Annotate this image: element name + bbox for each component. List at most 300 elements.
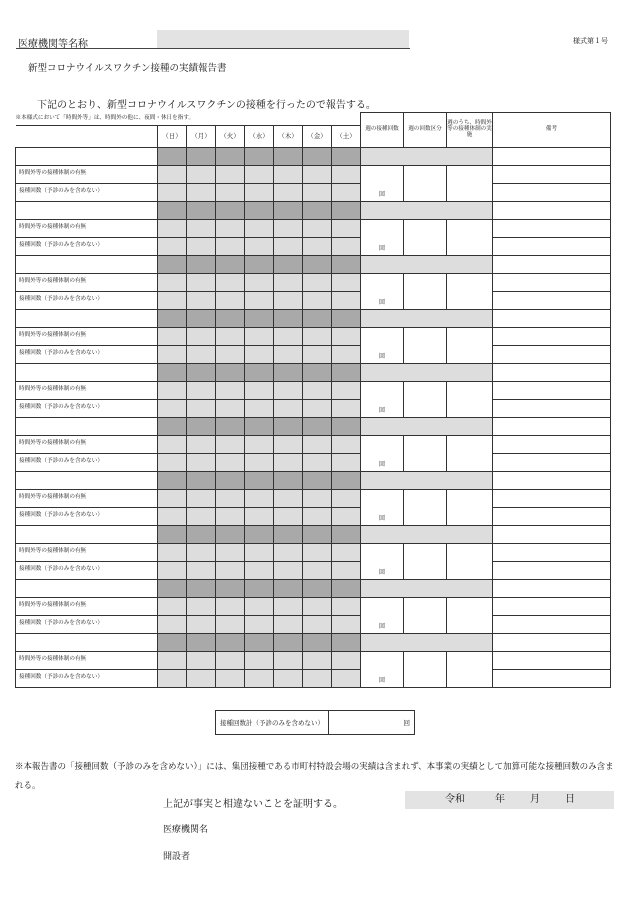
date-cell[interactable] [216,471,245,489]
date-cell[interactable] [245,309,274,327]
after-hours-row [16,489,611,507]
after-hours-cell[interactable] [245,381,274,399]
count-cell[interactable] [303,345,332,363]
date-cell[interactable] [216,525,245,543]
week-label-cell [16,255,158,273]
count-cell[interactable] [187,183,216,201]
after-hours-flag-cell[interactable] [447,543,493,579]
date-cell[interactable] [303,363,332,381]
date-cell[interactable] [332,147,361,165]
remarks-cell[interactable] [493,579,611,597]
count-cell[interactable] [303,615,332,633]
after-hours-cell[interactable] [303,435,332,453]
after-hours-cell[interactable] [274,273,303,291]
day-sunday: （日） [158,125,187,147]
after-hours-flag-cell[interactable] [447,165,493,201]
after-hours-cell[interactable] [216,489,245,507]
remarks-cell[interactable] [493,309,611,327]
after-hours-cell[interactable] [303,219,332,237]
weekly-count-cell[interactable] [361,165,404,201]
after-hours-cell[interactable] [158,651,187,669]
count-cell[interactable] [332,507,361,525]
date-cell[interactable] [274,525,303,543]
count-cell[interactable] [274,399,303,417]
count-cell[interactable] [187,615,216,633]
after-hours-cell[interactable] [274,165,303,183]
date-cell[interactable] [187,525,216,543]
after-hours-cell[interactable] [274,489,303,507]
count-cell[interactable] [158,507,187,525]
count-cell[interactable] [245,291,274,309]
week-summary-band [361,363,493,381]
after-hours-cell[interactable] [216,219,245,237]
after-hours-cell[interactable] [216,543,245,561]
after-hours-cell[interactable] [245,273,274,291]
after-hours-cell[interactable] [187,597,216,615]
count-cell[interactable] [303,291,332,309]
count-cell[interactable] [303,183,332,201]
count-row [16,345,611,363]
after-hours-cell[interactable] [274,651,303,669]
after-hours-cell[interactable] [158,327,187,345]
count-cell[interactable] [158,669,187,687]
date-cell[interactable] [158,309,187,327]
date-cell[interactable] [216,579,245,597]
date-cell[interactable] [216,417,245,435]
date-cell[interactable] [245,417,274,435]
count-cell[interactable] [274,345,303,363]
weekly-count-cell[interactable] [361,597,404,633]
count-cell[interactable] [274,561,303,579]
count-cell[interactable] [187,507,216,525]
count-label: 接種回数（予診のみを含めない） [16,453,158,471]
count-cell[interactable] [187,237,216,255]
after-hours-cell[interactable] [216,597,245,615]
count-cell[interactable] [187,291,216,309]
remarks-cell[interactable] [493,489,611,507]
count-cell[interactable] [332,183,361,201]
count-cell[interactable] [187,453,216,471]
after-hours-cell[interactable] [158,165,187,183]
after-hours-cell[interactable] [274,219,303,237]
count-cell[interactable] [216,345,245,363]
date-cell[interactable] [332,471,361,489]
date-cell[interactable] [303,471,332,489]
date-cell[interactable] [245,525,274,543]
after-hours-flag-cell[interactable] [447,435,493,471]
remarks-cell[interactable] [493,615,611,633]
date-cell[interactable] [274,309,303,327]
after-hours-cell[interactable] [245,489,274,507]
date-cell[interactable] [187,579,216,597]
date-cell[interactable] [216,147,245,165]
after-hours-cell[interactable] [245,435,274,453]
after-hours-cell[interactable] [332,381,361,399]
date-cell[interactable] [303,633,332,651]
count-cell[interactable] [274,183,303,201]
count-cell[interactable] [274,507,303,525]
after-hours-cell[interactable] [245,165,274,183]
date-cell[interactable] [274,579,303,597]
weekly-category-cell[interactable] [404,489,447,525]
after-hours-label: 時間外等の接種体制の有無 [16,327,158,345]
after-hours-cell[interactable] [332,543,361,561]
after-hours-cell[interactable] [303,543,332,561]
date-field[interactable] [405,791,614,809]
date-cell[interactable] [158,255,187,273]
date-cell[interactable] [245,633,274,651]
signature-founder-label: 開設者 [163,852,191,862]
count-cell[interactable] [274,615,303,633]
week-date-row [16,363,611,381]
after-hours-flag-cell[interactable] [447,273,493,309]
date-cell[interactable] [332,417,361,435]
count-cell[interactable] [216,615,245,633]
remarks-cell[interactable] [493,345,611,363]
count-label: 接種回数（予診のみを含めない） [16,669,158,687]
weekly-count-cell[interactable] [361,489,404,525]
remarks-cell[interactable] [493,471,611,489]
count-cell[interactable] [216,291,245,309]
count-cell[interactable] [187,399,216,417]
date-cell[interactable] [274,363,303,381]
count-cell[interactable] [245,453,274,471]
count-cell[interactable] [158,399,187,417]
date-cell[interactable] [216,363,245,381]
count-cell[interactable] [274,237,303,255]
count-row [16,237,611,255]
count-cell[interactable] [274,669,303,687]
count-cell[interactable] [158,291,187,309]
date-cell[interactable] [245,363,274,381]
date-cell[interactable] [216,633,245,651]
week-summary-band [361,579,493,597]
date-cell[interactable] [245,147,274,165]
date-cell[interactable] [158,525,187,543]
after-hours-cell[interactable] [216,381,245,399]
after-hours-flag-cell[interactable] [447,651,493,687]
date-cell[interactable] [332,579,361,597]
remarks-cell[interactable] [493,507,611,525]
week-summary-band [361,471,493,489]
after-hours-cell[interactable] [332,273,361,291]
after-hours-cell[interactable] [332,597,361,615]
count-cell[interactable] [158,345,187,363]
date-cell[interactable] [332,525,361,543]
date-cell[interactable] [158,633,187,651]
weekly-count-cell[interactable] [361,219,404,255]
count-cell[interactable] [303,453,332,471]
date-cell[interactable] [332,309,361,327]
date-cell[interactable] [187,363,216,381]
after-hours-cell[interactable] [274,381,303,399]
count-cell[interactable] [303,507,332,525]
date-cell[interactable] [303,417,332,435]
weekly-category-cell[interactable] [404,165,447,201]
after-hours-cell[interactable] [332,651,361,669]
count-cell[interactable] [158,237,187,255]
date-cell[interactable] [332,633,361,651]
after-hours-cell[interactable] [303,489,332,507]
week-label-cell [16,633,158,651]
remarks-cell[interactable] [493,399,611,417]
after-hours-cell[interactable] [245,651,274,669]
after-hours-flag-cell[interactable] [447,327,493,363]
after-hours-cell[interactable] [216,435,245,453]
count-cell[interactable] [187,345,216,363]
after-hours-label: 時間外等の接種体制の有無 [16,489,158,507]
date-cell[interactable] [216,309,245,327]
weekly-category-cell[interactable] [404,381,447,417]
weekly-category-cell[interactable] [404,273,447,309]
date-cell[interactable] [274,471,303,489]
remarks-cell[interactable] [493,381,611,399]
after-hours-cell[interactable] [187,651,216,669]
remarks-cell[interactable] [493,669,611,687]
after-hours-cell[interactable] [303,381,332,399]
count-cell[interactable] [303,399,332,417]
after-hours-cell[interactable] [187,219,216,237]
after-hours-cell[interactable] [332,219,361,237]
count-cell[interactable] [332,615,361,633]
weekly-category-cell[interactable] [404,219,447,255]
date-cell[interactable] [274,417,303,435]
count-unit: 回 [378,676,385,684]
day-saturday: （土） [332,125,361,147]
after-hours-flag-cell[interactable] [447,489,493,525]
week-label-cell [16,471,158,489]
date-cell[interactable] [187,255,216,273]
weekly-category-cell[interactable] [404,435,447,471]
remarks-cell[interactable] [493,453,611,471]
after-hours-cell[interactable] [187,489,216,507]
count-cell[interactable] [245,237,274,255]
count-cell[interactable] [245,183,274,201]
after-hours-cell[interactable] [303,597,332,615]
count-cell[interactable] [245,507,274,525]
weekly-count-cell[interactable] [361,327,404,363]
remarks-cell[interactable] [493,633,611,651]
after-hours-cell[interactable] [216,273,245,291]
remarks-cell[interactable] [493,651,611,669]
count-cell[interactable] [216,237,245,255]
after-hours-cell[interactable] [274,435,303,453]
count-cell[interactable] [216,507,245,525]
after-hours-cell[interactable] [303,273,332,291]
count-cell[interactable] [216,183,245,201]
count-cell[interactable] [187,669,216,687]
weekly-category-cell[interactable] [404,597,447,633]
week-label-cell [16,201,158,219]
date-cell[interactable] [303,147,332,165]
count-cell[interactable] [158,183,187,201]
count-cell[interactable] [303,669,332,687]
after-hours-cell[interactable] [332,165,361,183]
date-cell[interactable] [158,579,187,597]
date-cell[interactable] [187,471,216,489]
date-cell[interactable] [187,201,216,219]
remarks-cell[interactable] [493,417,611,435]
after-hours-cell[interactable] [187,381,216,399]
after-hours-cell[interactable] [158,489,187,507]
after-hours-cell[interactable] [158,273,187,291]
after-hours-cell[interactable] [303,651,332,669]
after-hours-cell[interactable] [216,165,245,183]
date-cell[interactable] [187,417,216,435]
week-label-cell [16,579,158,597]
date-cell[interactable] [187,147,216,165]
week-summary-band [361,255,493,273]
date-cell[interactable] [158,363,187,381]
remarks-cell[interactable] [493,147,611,165]
after-hours-cell[interactable] [158,597,187,615]
weekly-count-cell[interactable] [361,273,404,309]
remarks-cell[interactable] [493,291,611,309]
date-cell[interactable] [332,255,361,273]
count-cell[interactable] [332,669,361,687]
total-table [215,710,415,735]
institution-name-input[interactable] [157,30,409,48]
count-cell[interactable] [245,345,274,363]
count-cell[interactable] [332,453,361,471]
after-hours-flag-cell[interactable] [447,219,493,255]
remarks-cell[interactable] [493,327,611,345]
weekly-count-cell[interactable] [361,651,404,687]
count-cell[interactable] [245,615,274,633]
remarks-cell[interactable] [493,597,611,615]
after-hours-cell[interactable] [274,327,303,345]
after-hours-cell[interactable] [332,489,361,507]
date-cell[interactable] [245,471,274,489]
after-hours-label: 時間外等の接種体制の有無 [16,165,158,183]
after-hours-cell[interactable] [158,219,187,237]
count-cell[interactable] [216,453,245,471]
count-cell[interactable] [158,561,187,579]
date-cell[interactable] [187,633,216,651]
after-hours-cell[interactable] [216,327,245,345]
date-cell[interactable] [187,309,216,327]
remarks-cell[interactable] [493,525,611,543]
count-cell[interactable] [216,561,245,579]
weekly-category-cell[interactable] [404,543,447,579]
count-cell[interactable] [332,561,361,579]
date-cell[interactable] [332,201,361,219]
count-cell[interactable] [303,237,332,255]
after-hours-flag-cell[interactable] [447,381,493,417]
date-cell[interactable] [158,147,187,165]
date-cell[interactable] [158,201,187,219]
after-hours-cell[interactable] [303,165,332,183]
total-row [216,711,415,735]
date-cell[interactable] [274,201,303,219]
date-cell[interactable] [245,201,274,219]
count-cell[interactable] [245,399,274,417]
date-cell[interactable] [158,471,187,489]
count-cell[interactable] [158,453,187,471]
after-hours-cell[interactable] [332,435,361,453]
remarks-cell[interactable] [493,543,611,561]
weekly-count-cell[interactable] [361,381,404,417]
after-hours-cell[interactable] [274,597,303,615]
count-cell[interactable] [216,669,245,687]
remarks-cell[interactable] [493,561,611,579]
date-cell[interactable] [158,417,187,435]
after-hours-cell[interactable] [187,273,216,291]
date-cell[interactable] [303,525,332,543]
count-cell[interactable] [245,669,274,687]
after-hours-flag-cell[interactable] [447,597,493,633]
count-cell[interactable] [303,561,332,579]
after-hours-cell[interactable] [245,543,274,561]
weekly-category-cell[interactable] [404,651,447,687]
count-cell[interactable] [187,561,216,579]
count-cell[interactable] [216,399,245,417]
week-summary-band [361,147,493,165]
date-cell[interactable] [216,255,245,273]
remarks-cell[interactable] [493,165,611,183]
weekly-category-cell[interactable] [404,327,447,363]
remarks-cell[interactable] [493,237,611,255]
remarks-cell[interactable] [493,255,611,273]
after-hours-cell[interactable] [187,435,216,453]
count-cell[interactable] [332,291,361,309]
date-cell[interactable] [274,255,303,273]
date-cell[interactable] [303,309,332,327]
date-cell[interactable] [332,363,361,381]
remarks-cell[interactable] [493,363,611,381]
after-hours-cell[interactable] [187,543,216,561]
date-cell[interactable] [274,147,303,165]
after-hours-cell[interactable] [158,543,187,561]
remarks-cell[interactable] [493,201,611,219]
after-hours-cell[interactable] [187,327,216,345]
after-hours-cell[interactable] [158,435,187,453]
remarks-cell[interactable] [493,219,611,237]
remarks-cell[interactable] [493,435,611,453]
after-hours-cell[interactable] [158,381,187,399]
after-hours-cell[interactable] [274,543,303,561]
date-cell[interactable] [303,201,332,219]
after-hours-cell[interactable] [245,597,274,615]
count-cell[interactable] [158,615,187,633]
count-cell[interactable] [332,237,361,255]
remarks-cell[interactable] [493,273,611,291]
after-hours-cell[interactable] [245,327,274,345]
count-cell[interactable] [332,345,361,363]
after-hours-cell[interactable] [187,165,216,183]
after-hours-cell[interactable] [332,327,361,345]
total-value[interactable] [329,711,415,735]
after-hours-cell[interactable] [303,327,332,345]
count-cell[interactable] [274,453,303,471]
date-cell[interactable] [303,579,332,597]
date-cell[interactable] [274,633,303,651]
count-cell[interactable] [332,399,361,417]
count-cell[interactable] [274,291,303,309]
date-cell[interactable] [245,255,274,273]
after-hours-cell[interactable] [216,651,245,669]
signature-institution-label: 医療機関名 [163,825,209,835]
date-cell[interactable] [245,579,274,597]
weekly-count-cell[interactable] [361,435,404,471]
date-cell[interactable] [303,255,332,273]
date-cell[interactable] [216,201,245,219]
weekly-report-table [15,112,611,688]
after-hours-cell[interactable] [245,219,274,237]
weekly-count-cell[interactable] [361,543,404,579]
remarks-cell[interactable] [493,183,611,201]
count-cell[interactable] [245,561,274,579]
